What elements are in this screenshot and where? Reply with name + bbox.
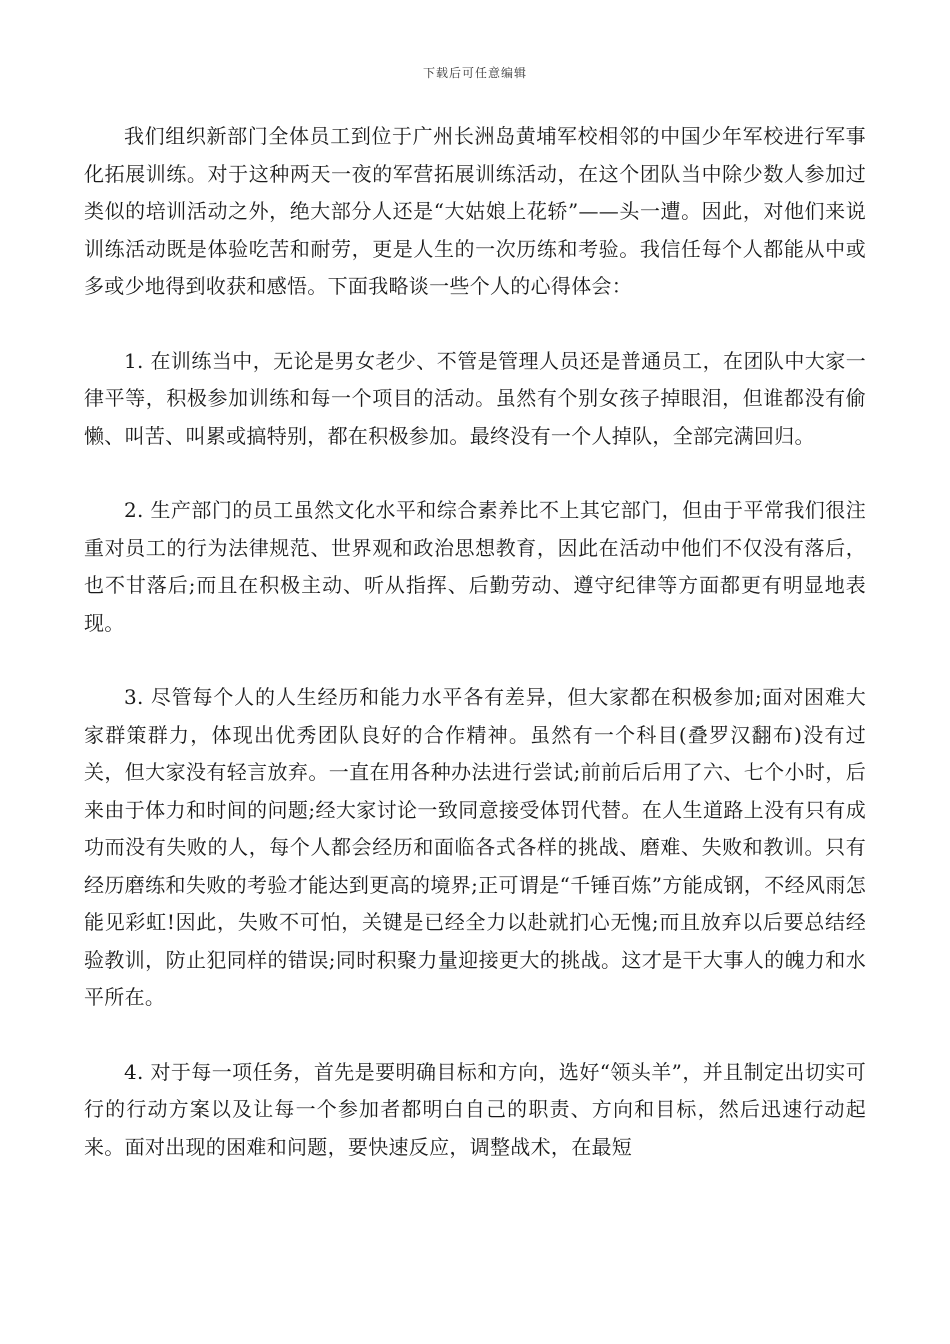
paragraph-point-3: 3. 尽管每个人的人生经历和能力水平各有差异，但大家都在积极参加;面对困难大家群策群力，体现出优秀团队良好的合作精神。虽然有一个科目(叠罗汉翻布)没有过关，但大家没有轻言放弃。一直在用各种办法进行尝试;前前后后用了六、七个小时，后来由于体力和时间的问题;经大家讨论一致同意接受体罚代替。在人生道路上没有只有成功而没有失败的人，每个人都会经历和面临各式各样的挑战、磨难、失败和教训。只有经历磨练和失败的考验才能达到更高的境界;正可谓是“千锤百炼”方能成钢，不经风雨怎能见彩虹!因此，失败不可怕，关键是已经全力以赴就扪心无愧;而且放弃以后要总结经验教训，防止犯同样的错误;同时积聚力量迎接更大的挑战。这才是干大事人的魄力和水平所在。 (84, 685, 866, 1009)
paragraph-point-4: 4. 对于每一项任务，首先是要明确目标和方向，选好“领头羊”，并且制定出切实可行的行动方案以及让每一个参加者都明白自己的职责、方向和目标，然后迅速行动起来。面对出现的困难和问题，要快速反应，调整战术，在最短 (84, 1059, 866, 1159)
paragraph-point-1: 1. 在训练当中，无论是男女老少、不管是管理人员还是普通员工，在团队中大家一律平等，积极参加训练和每一个项目的活动。虽然有个别女孩子掉眼泪，但谁都没有偷懒、叫苦、叫累或搞特别，都在积极参加。最终没有一个人掉队，全部完满回归。 (84, 348, 866, 448)
paragraph-intro: 我们组织新部门全体员工到位于广州长洲岛黄埔军校相邻的中国少年军校进行军事化拓展训练。对于这种两天一夜的军营拓展训练活动，在这个团队当中除少数人参加过类似的培训活动之外，绝大部分人还是“大姑娘上花轿”——头一遭。因此，对他们来说训练活动既是体验吃苦和耐劳，更是人生的一次历练和考验。我信任每个人都能从中或多或少地得到收获和感悟。下面我略谈一些个人的心得体会： (84, 124, 866, 298)
paragraph-point-2: 2. 生产部门的员工虽然文化水平和综合素养比不上其它部门，但由于平常我们很注重对员工的行为法律规范、世界观和政治思想教育，因此在活动中他们不仅没有落后，也不甘落后;而且在积极主动、听从指挥、后勤劳动、遵守纪律等方面都更有明显地表现。 (84, 498, 866, 635)
page-header: 下载后可任意编辑 (422, 66, 527, 80)
document-body (84, 118, 866, 1166)
